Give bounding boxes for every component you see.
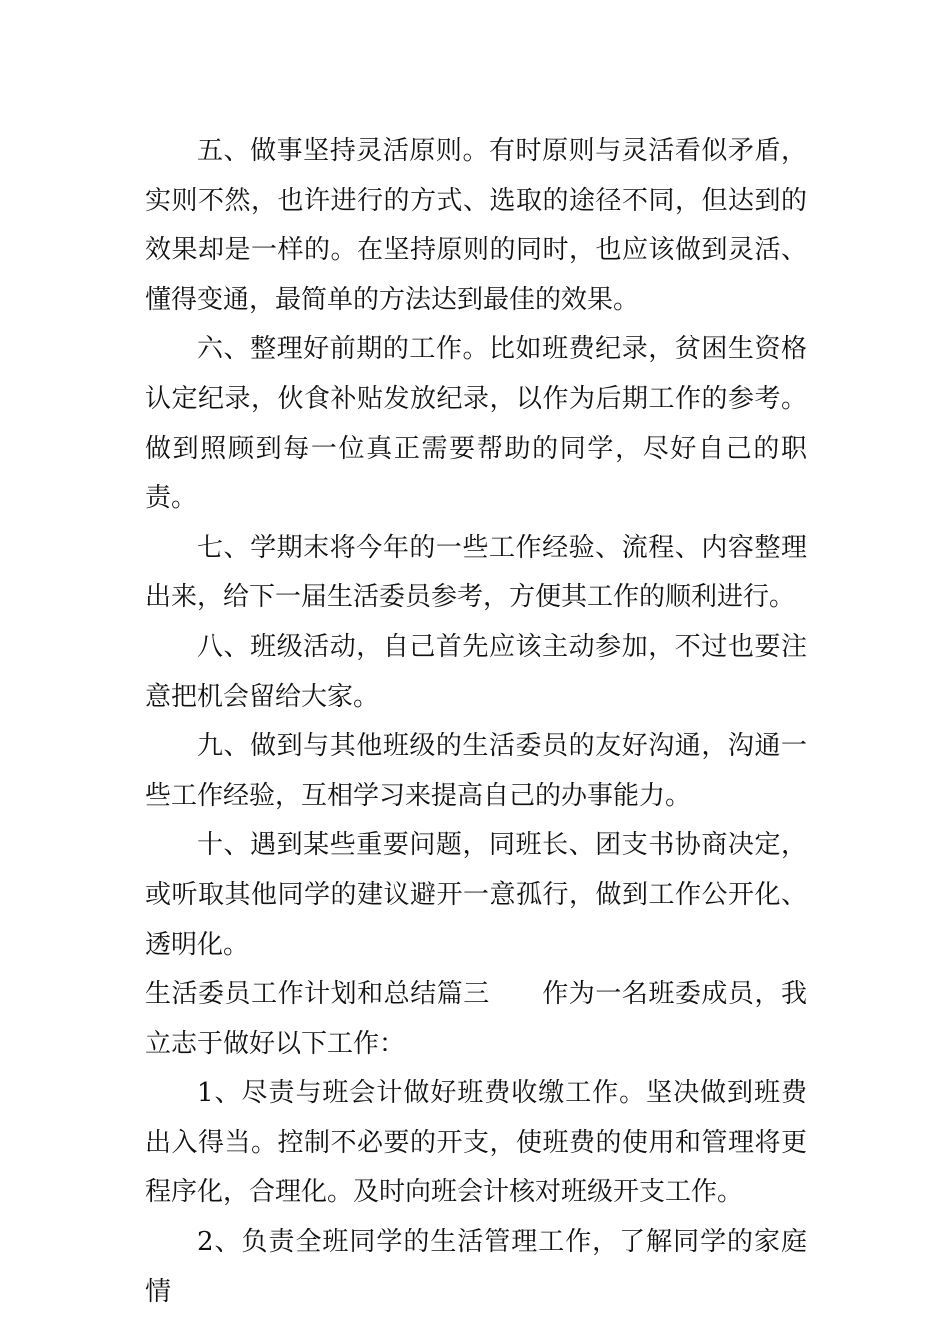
section-intro: 作为一名班委成员，我立志于做好以下工作： (145, 979, 807, 1059)
section-heading: 生活委员工作计划和总结篇三 (145, 979, 490, 1010)
paragraph-7: 七、学期末将今年的一些工作经验、流程、内容整理出来，给下一届生活委员参考，方便其工作的顺利进行。 (145, 532, 807, 613)
paragraph-6: 六、整理好前期的工作。比如班费纪录，贫困生资格认定纪录，伙食补贴发放纪录，以作为后期工作的参考。做到照顾到每一位真正需要帮助的同学，尽好自己的职责。 (145, 334, 807, 514)
paragraph-9: 九、做到与其他班级的生活委员的友好沟通，沟通一些工作经验，互相学习来提高自己的办事能力。 (145, 731, 807, 811)
list-item-1: 1、尽责与班会计做好班费收缴工作。坚决做到班费出入得当。控制不必要的开支，使班费的使用和管理将更程序化，合理化。及时向班会计核对班级开支工作。 (145, 1078, 807, 1208)
section-heading-line (145, 970, 807, 1069)
list-item-2: 2、负责全班同学的生活管理工作，了解同学的家庭情 (145, 1227, 807, 1307)
paragraph-5: 五、做事坚持灵活原则。有时原则与灵活看似矛盾，实则不然，也许进行的方式、选取的途径不同，但达到的效果却是一样的。在坚持原则的同时，也应该做到灵活、懂得变通，最简单的方法达到最佳的效果。 (145, 136, 807, 315)
paragraph-8: 八、班级活动，自己首先应该主动参加，不过也要注意把机会留给大家。 (145, 631, 807, 712)
paragraph-10: 十、遇到某些重要问题，同班长、团支书协商决定，或听取其他同学的建议避开一意孤行，做到工作公开化、透明化。 (145, 830, 807, 960)
document-body (145, 127, 807, 1317)
